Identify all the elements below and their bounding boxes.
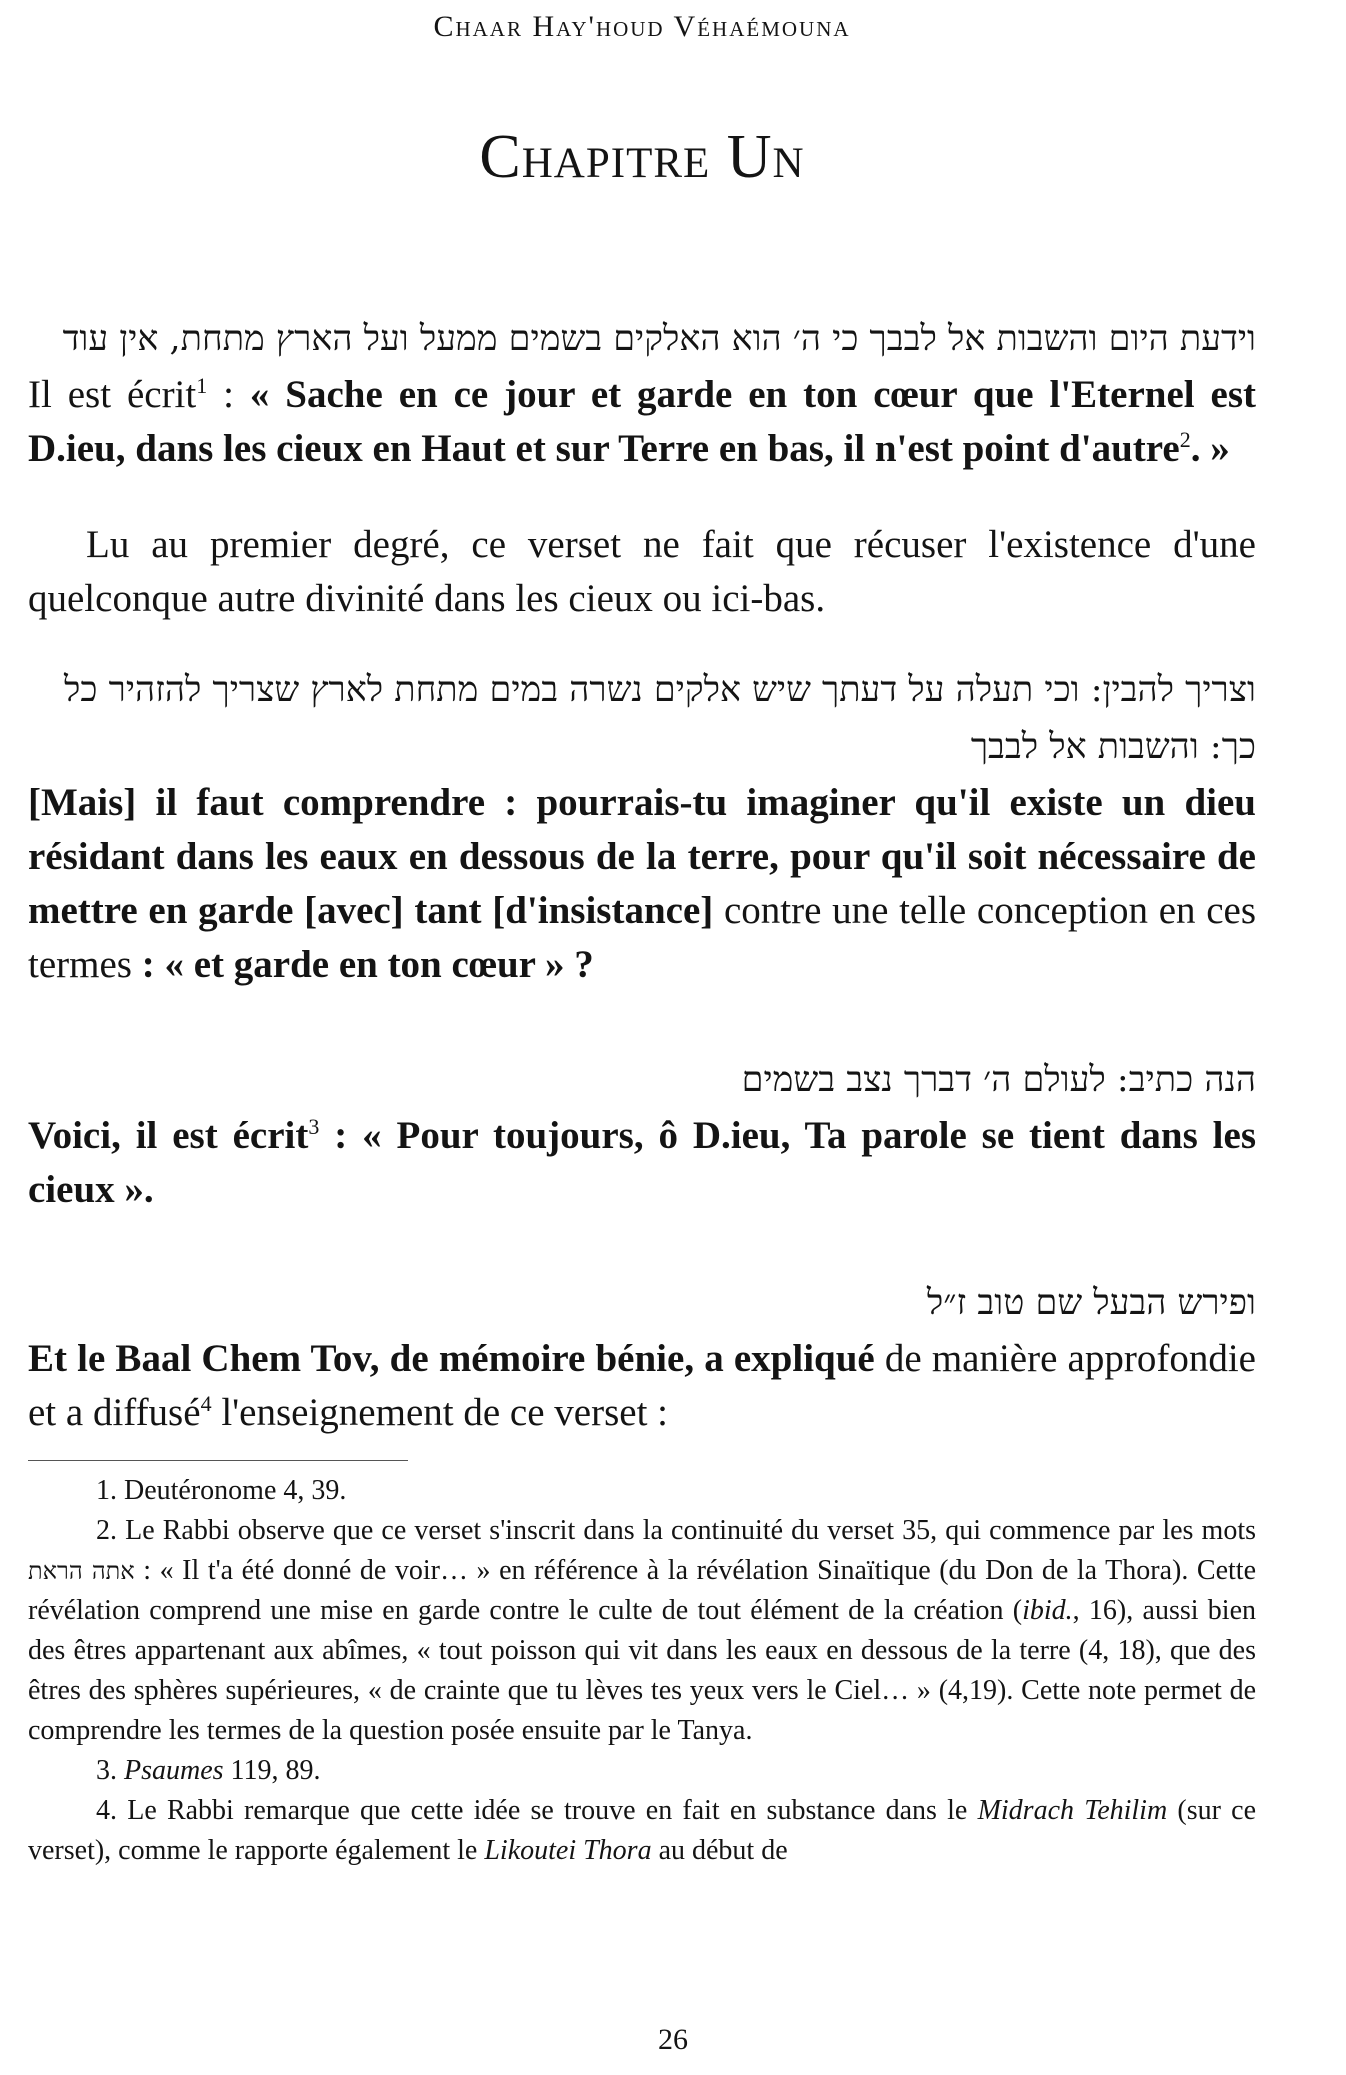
french-translation [28, 368, 1256, 476]
footnote-italic: Psaumes [124, 1755, 224, 1786]
french-translation [28, 1109, 1256, 1217]
footnote-2 [28, 1511, 1256, 1751]
footnote-text: 119, 89. [223, 1755, 321, 1786]
footnote-italic: Midrach Tehilim [977, 1795, 1168, 1826]
fr-bold-text: : « et garde en ton cœur » ? [141, 943, 594, 986]
fr-text: l'enseignement de ce verset : [211, 1391, 668, 1434]
footnote-text: Le Rabbi remarque que cette idée se trouve en fait en substance dans le [127, 1795, 978, 1826]
footnote-1 [28, 1471, 1256, 1511]
french-translation [28, 776, 1256, 992]
footnote-text: Le Rabbi observe que ce verset s'inscrit dans la continuité du verset 35, qui commence par les mots [125, 1515, 1257, 1546]
page-number: 26 [658, 2023, 688, 2056]
fr-text: Il est écrit [28, 373, 197, 416]
footnote-4 [28, 1791, 1256, 1871]
footnote-text: , 16), aussi bien des êtres appartenant aux abîmes, « tout poisson qui vit dans les eaux en dessous de la terre (4, 18), que des êtres des sphères supérieures, « de crainte que tu lèves tes yeux vers le Ciel… » (4,19). Cette note permet de comprendre les termes de la question posée ensuite par le Tanya. [28, 1595, 1256, 1746]
footnote-ref: 3 [308, 1114, 320, 1139]
footnote-italic: Likoutei Thora [484, 1835, 652, 1866]
footnote-text: : « Il t'a été donné de voir… » en référence à la révélation Sinaïtique (du Don de la Thora). Cette révélation comprend une mise en garde contre le culte de tout élément de la création ( [28, 1555, 1256, 1626]
hebrew-text: וצריך להבין: וכי תעלה על דעתך שיש אלקים נשרה במים מתחת לארץ שצריך להזהיר כל כך: והשבות אל לבבך [64, 670, 1256, 767]
fr-bold-text: : « Pour toujours, ô D.ieu, Ta parole se tient dans les cieux ». [28, 1114, 1257, 1211]
footnote-ref: 2 [1179, 427, 1191, 452]
fr-bold-text: . » [1190, 427, 1230, 470]
footnote-divider [28, 1460, 408, 1461]
hebrew-text: ופירש הבעל שם טוב ז״ל [926, 1283, 1256, 1323]
section-verse-1 [28, 311, 1256, 476]
fr-bold-text: Voici, il est écrit [28, 1114, 309, 1157]
hebrew-text: וידעת היום והשבות אל לבבך כי ה׳ הוא האלקים בשמים ממעל ועל הארץ מתחת, אין עוד [62, 319, 1256, 359]
chapter-title: Chapitre Un [479, 123, 805, 191]
fr-text: de manière approfondie et a diffusé [28, 1337, 1256, 1434]
section-baal-shem-tov [28, 1275, 1256, 1440]
commentary-paragraph: Lu au premier degré, ce verset ne fait que récuser l'existence d'une quelconque autre divinité dans les cieux ou ici-bas. [28, 523, 1256, 620]
fr-text: : [207, 373, 250, 416]
footnote-ref: 1 [196, 373, 208, 398]
footnote-hebrew: אתה הראת [28, 1557, 135, 1585]
footnote-text: Deutéronome 4, 39. [124, 1475, 347, 1506]
running-head: Chaar Hay'houd Véhaémouna [433, 10, 851, 43]
footnote-text: (sur ce verset), comme le rapporte également le [28, 1795, 1257, 1866]
footnote-3 [28, 1751, 1256, 1791]
hebrew-text: הנה כתיב: לעולם ה׳ דברך נצב בשמים [741, 1060, 1256, 1100]
footnote-italic: ibid. [1022, 1595, 1073, 1626]
fr-text: contre une telle conception en ces termes [28, 889, 1256, 986]
footnote-text: au début de [651, 1835, 788, 1866]
section-verse-psalms [28, 1052, 1256, 1217]
french-translation [28, 1332, 1256, 1440]
footnotes [28, 1471, 1256, 1871]
fr-bold-text: Et le Baal Chem Tov, de mémoire bénie, a expliqué [28, 1337, 875, 1380]
footnote-ref: 4 [200, 1391, 212, 1416]
footnote-number: 1. [96, 1475, 117, 1506]
footnote-number: 2. [96, 1515, 117, 1546]
footnote-number: 3. [96, 1755, 117, 1786]
section-question [28, 662, 1256, 992]
footnote-number: 4. [96, 1795, 117, 1826]
fr-bold-text: « Sache en ce jour et garde en ton cœur que l'Eternel est D.ieu, dans les cieux en Haut et sur Terre en bas, il n'est point d'autre [28, 373, 1256, 470]
fr-bold-text: [Mais] il faut comprendre : pourrais-tu imaginer qu'il existe un dieu résidant dans les eaux en dessous de la terre, pour qu'il soit nécessaire de mettre en garde [avec] tant [d'insistance] [28, 781, 1256, 932]
